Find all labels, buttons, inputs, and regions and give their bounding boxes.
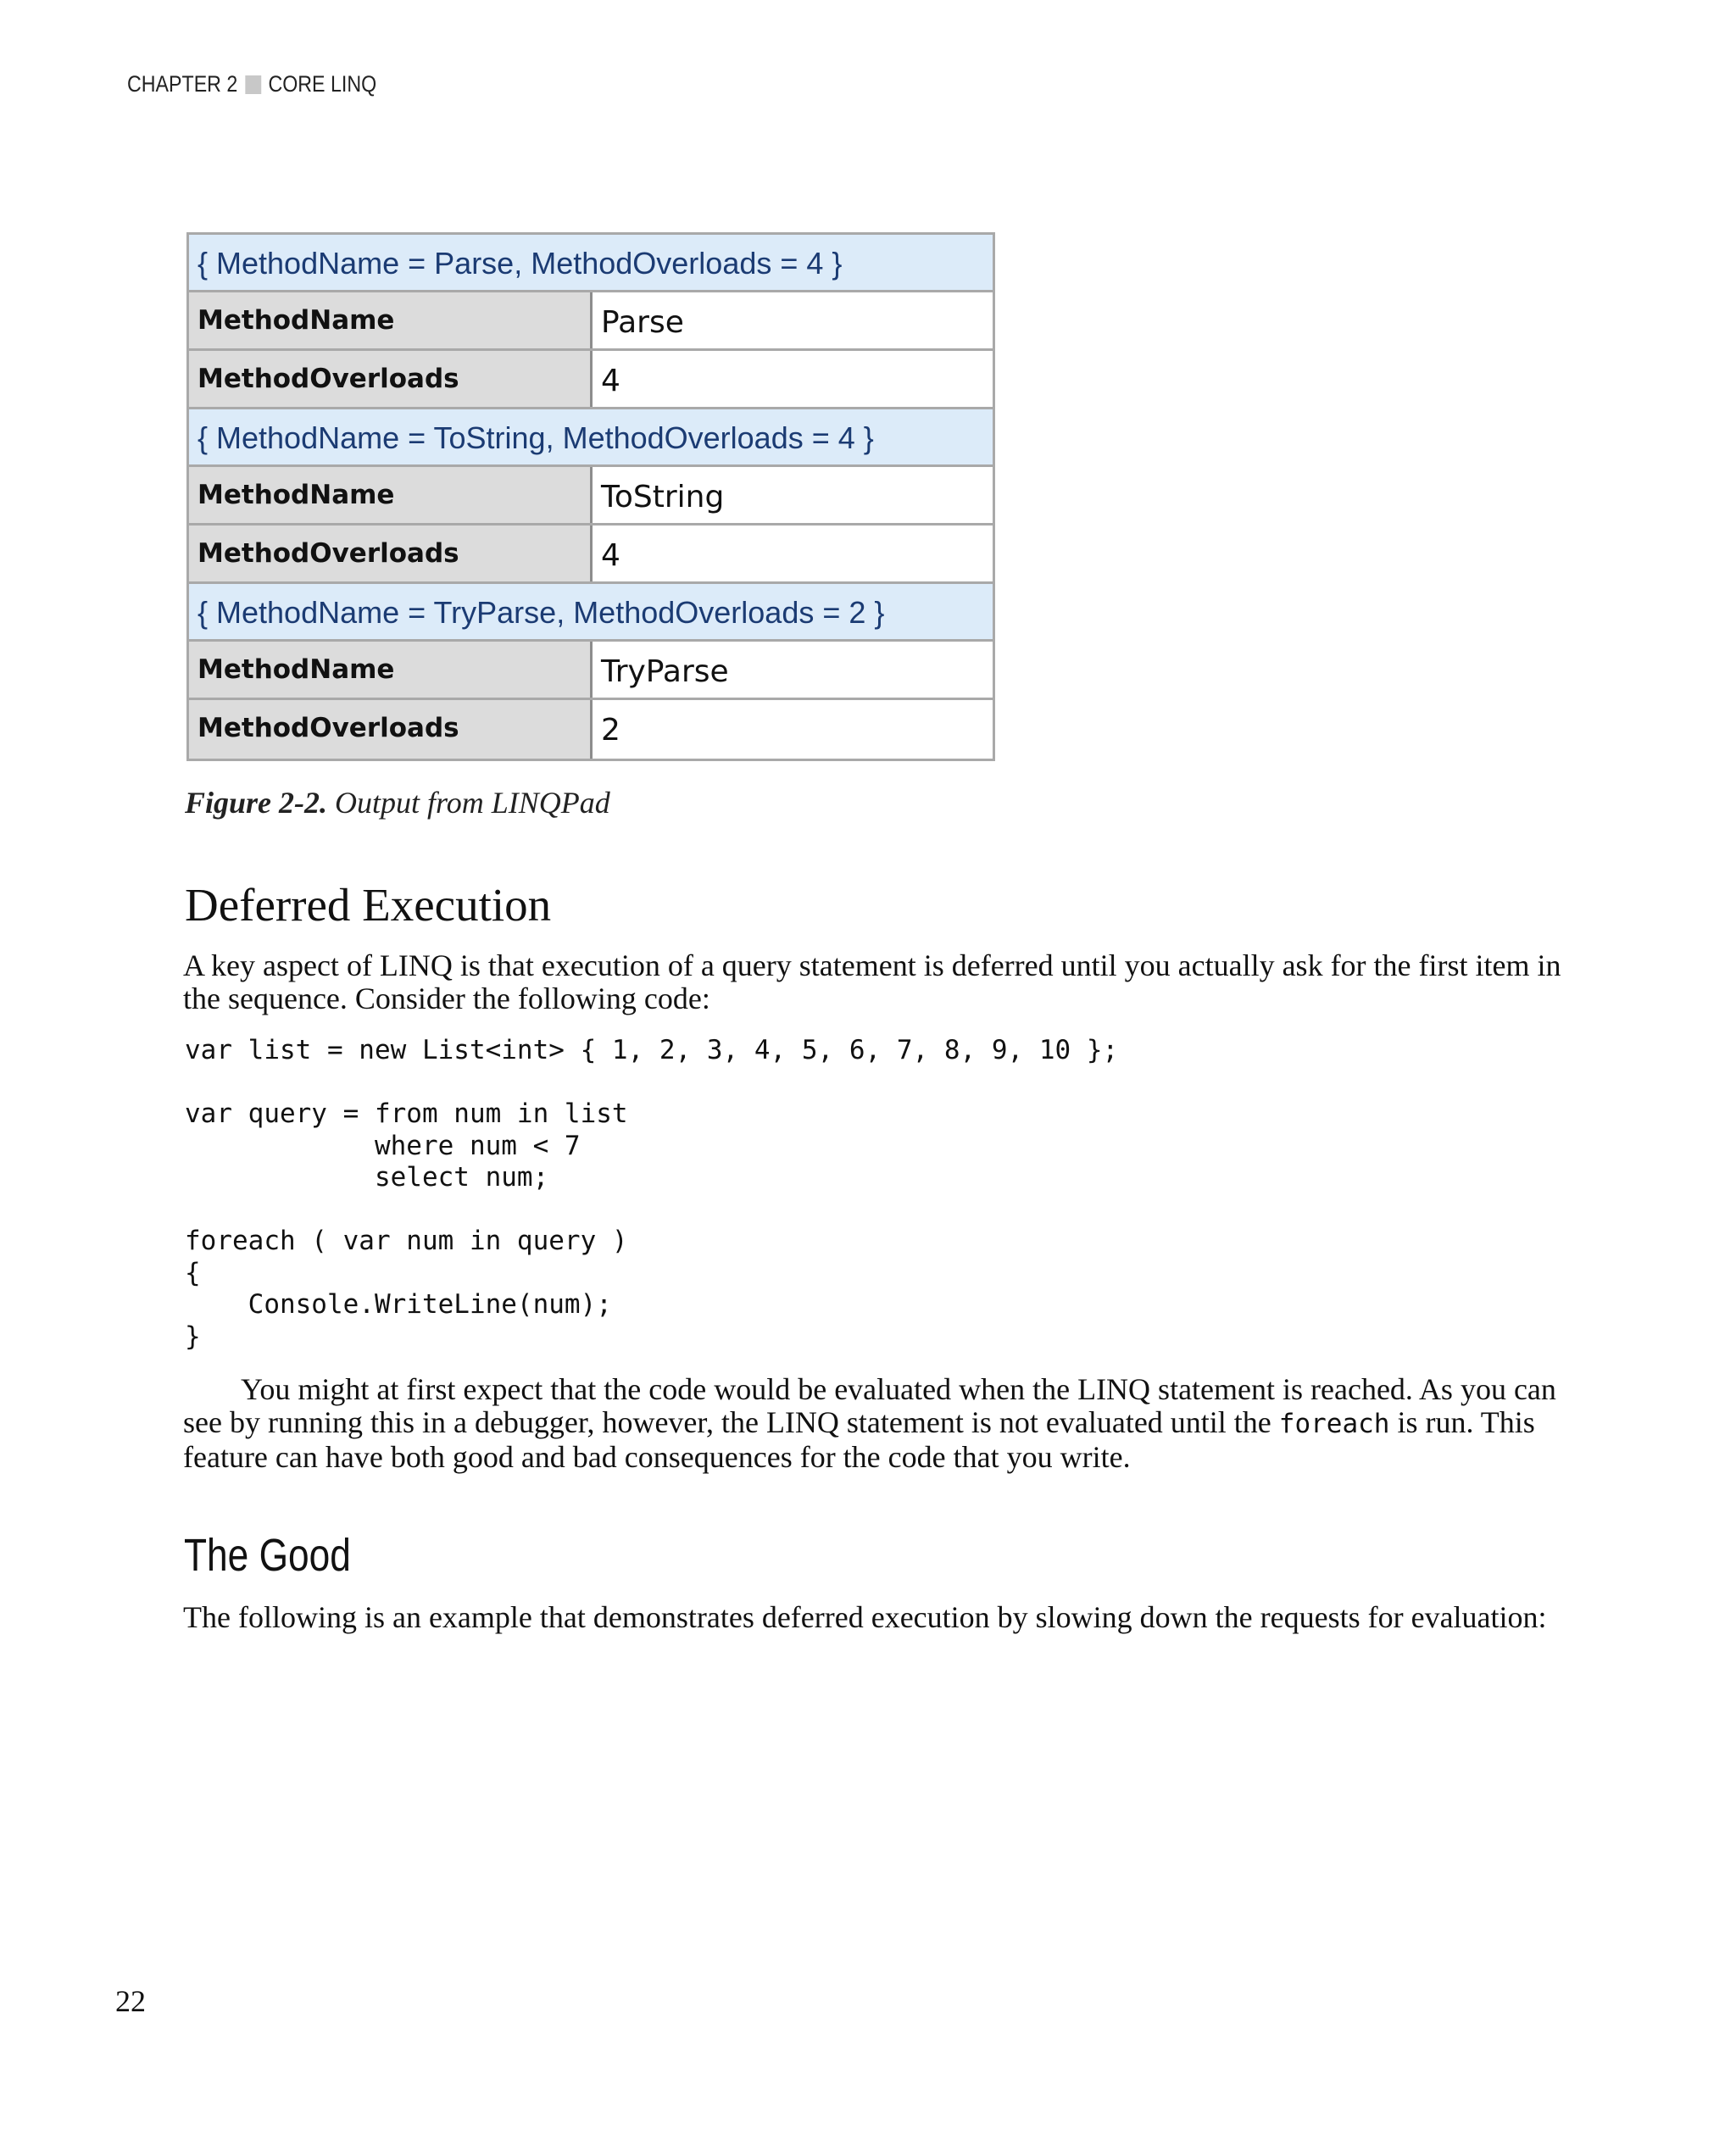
section-heading: Deferred Execution (185, 879, 552, 931)
chapter-title: CORE LINQ (268, 71, 377, 97)
table-row (189, 526, 993, 584)
section-intro-paragraph: A key aspect of LINQ is that execution of a query statement is deferred until you actually ask for the first item in the sequence. Consider the following code: (183, 948, 1561, 1015)
table-group-header: { MethodName = ToString, MethodOverloads = 4 } (189, 409, 993, 467)
linqpad-output-table (186, 232, 995, 761)
paragraph-text-part-2: is run. This feature can have both good and bad consequences for the code that you write. (183, 1405, 1535, 1474)
table-row (189, 642, 993, 700)
table-row-value: 4 (593, 351, 993, 407)
running-header (127, 71, 376, 97)
table-row-value: ToString (593, 467, 993, 523)
code-listing: var list = new List<int> { 1, 2, 3, 4, 5, 6, 7, 8, 9, 10 }; var query = from num in list where num < 7 select num; foreach ( var num in query ) { Console.WriteLine(num); } (185, 1035, 1119, 1352)
subsection-paragraph: The following is an example that demonstrates deferred execution by slowing down the requests for evaluation: (183, 1600, 1547, 1634)
table-row (189, 351, 993, 409)
figure-caption-text: Output from LINQPad (335, 786, 610, 820)
table-row-value: 4 (593, 526, 993, 581)
figure-caption (185, 785, 610, 820)
table-row-value: Parse (593, 292, 993, 348)
page-number: 22 (115, 1984, 146, 2018)
table-row-key: MethodName (189, 292, 593, 348)
table-group-header: { MethodName = Parse, MethodOverloads = 4 } (189, 235, 993, 292)
section-body-paragraph (183, 1373, 1565, 1474)
inline-code-foreach: foreach (1278, 1409, 1390, 1439)
table-row-value: TryParse (593, 642, 993, 698)
table-row (189, 700, 993, 759)
table-group-header: { MethodName = TryParse, MethodOverloads = 2 } (189, 584, 993, 642)
paragraph-text-part-1: You might at first expect that the code would be evaluated when the LINQ statement is reached. As you can see by running this in a debugger, however, the LINQ statement is not evaluated until the (183, 1372, 1556, 1439)
table-row-key: MethodOverloads (189, 351, 593, 407)
table-row (189, 292, 993, 351)
figure-label: Figure 2-2. (185, 786, 328, 820)
header-separator-square (245, 75, 261, 94)
table-row-key: MethodName (189, 467, 593, 523)
chapter-label: CHAPTER 2 (127, 71, 238, 97)
subsection-heading: The Good (184, 1530, 351, 1581)
table-row-key: MethodName (189, 642, 593, 698)
table-row-value: 2 (593, 700, 993, 759)
table-row (189, 467, 993, 526)
table-row-key: MethodOverloads (189, 526, 593, 581)
table-row-key: MethodOverloads (189, 700, 593, 759)
